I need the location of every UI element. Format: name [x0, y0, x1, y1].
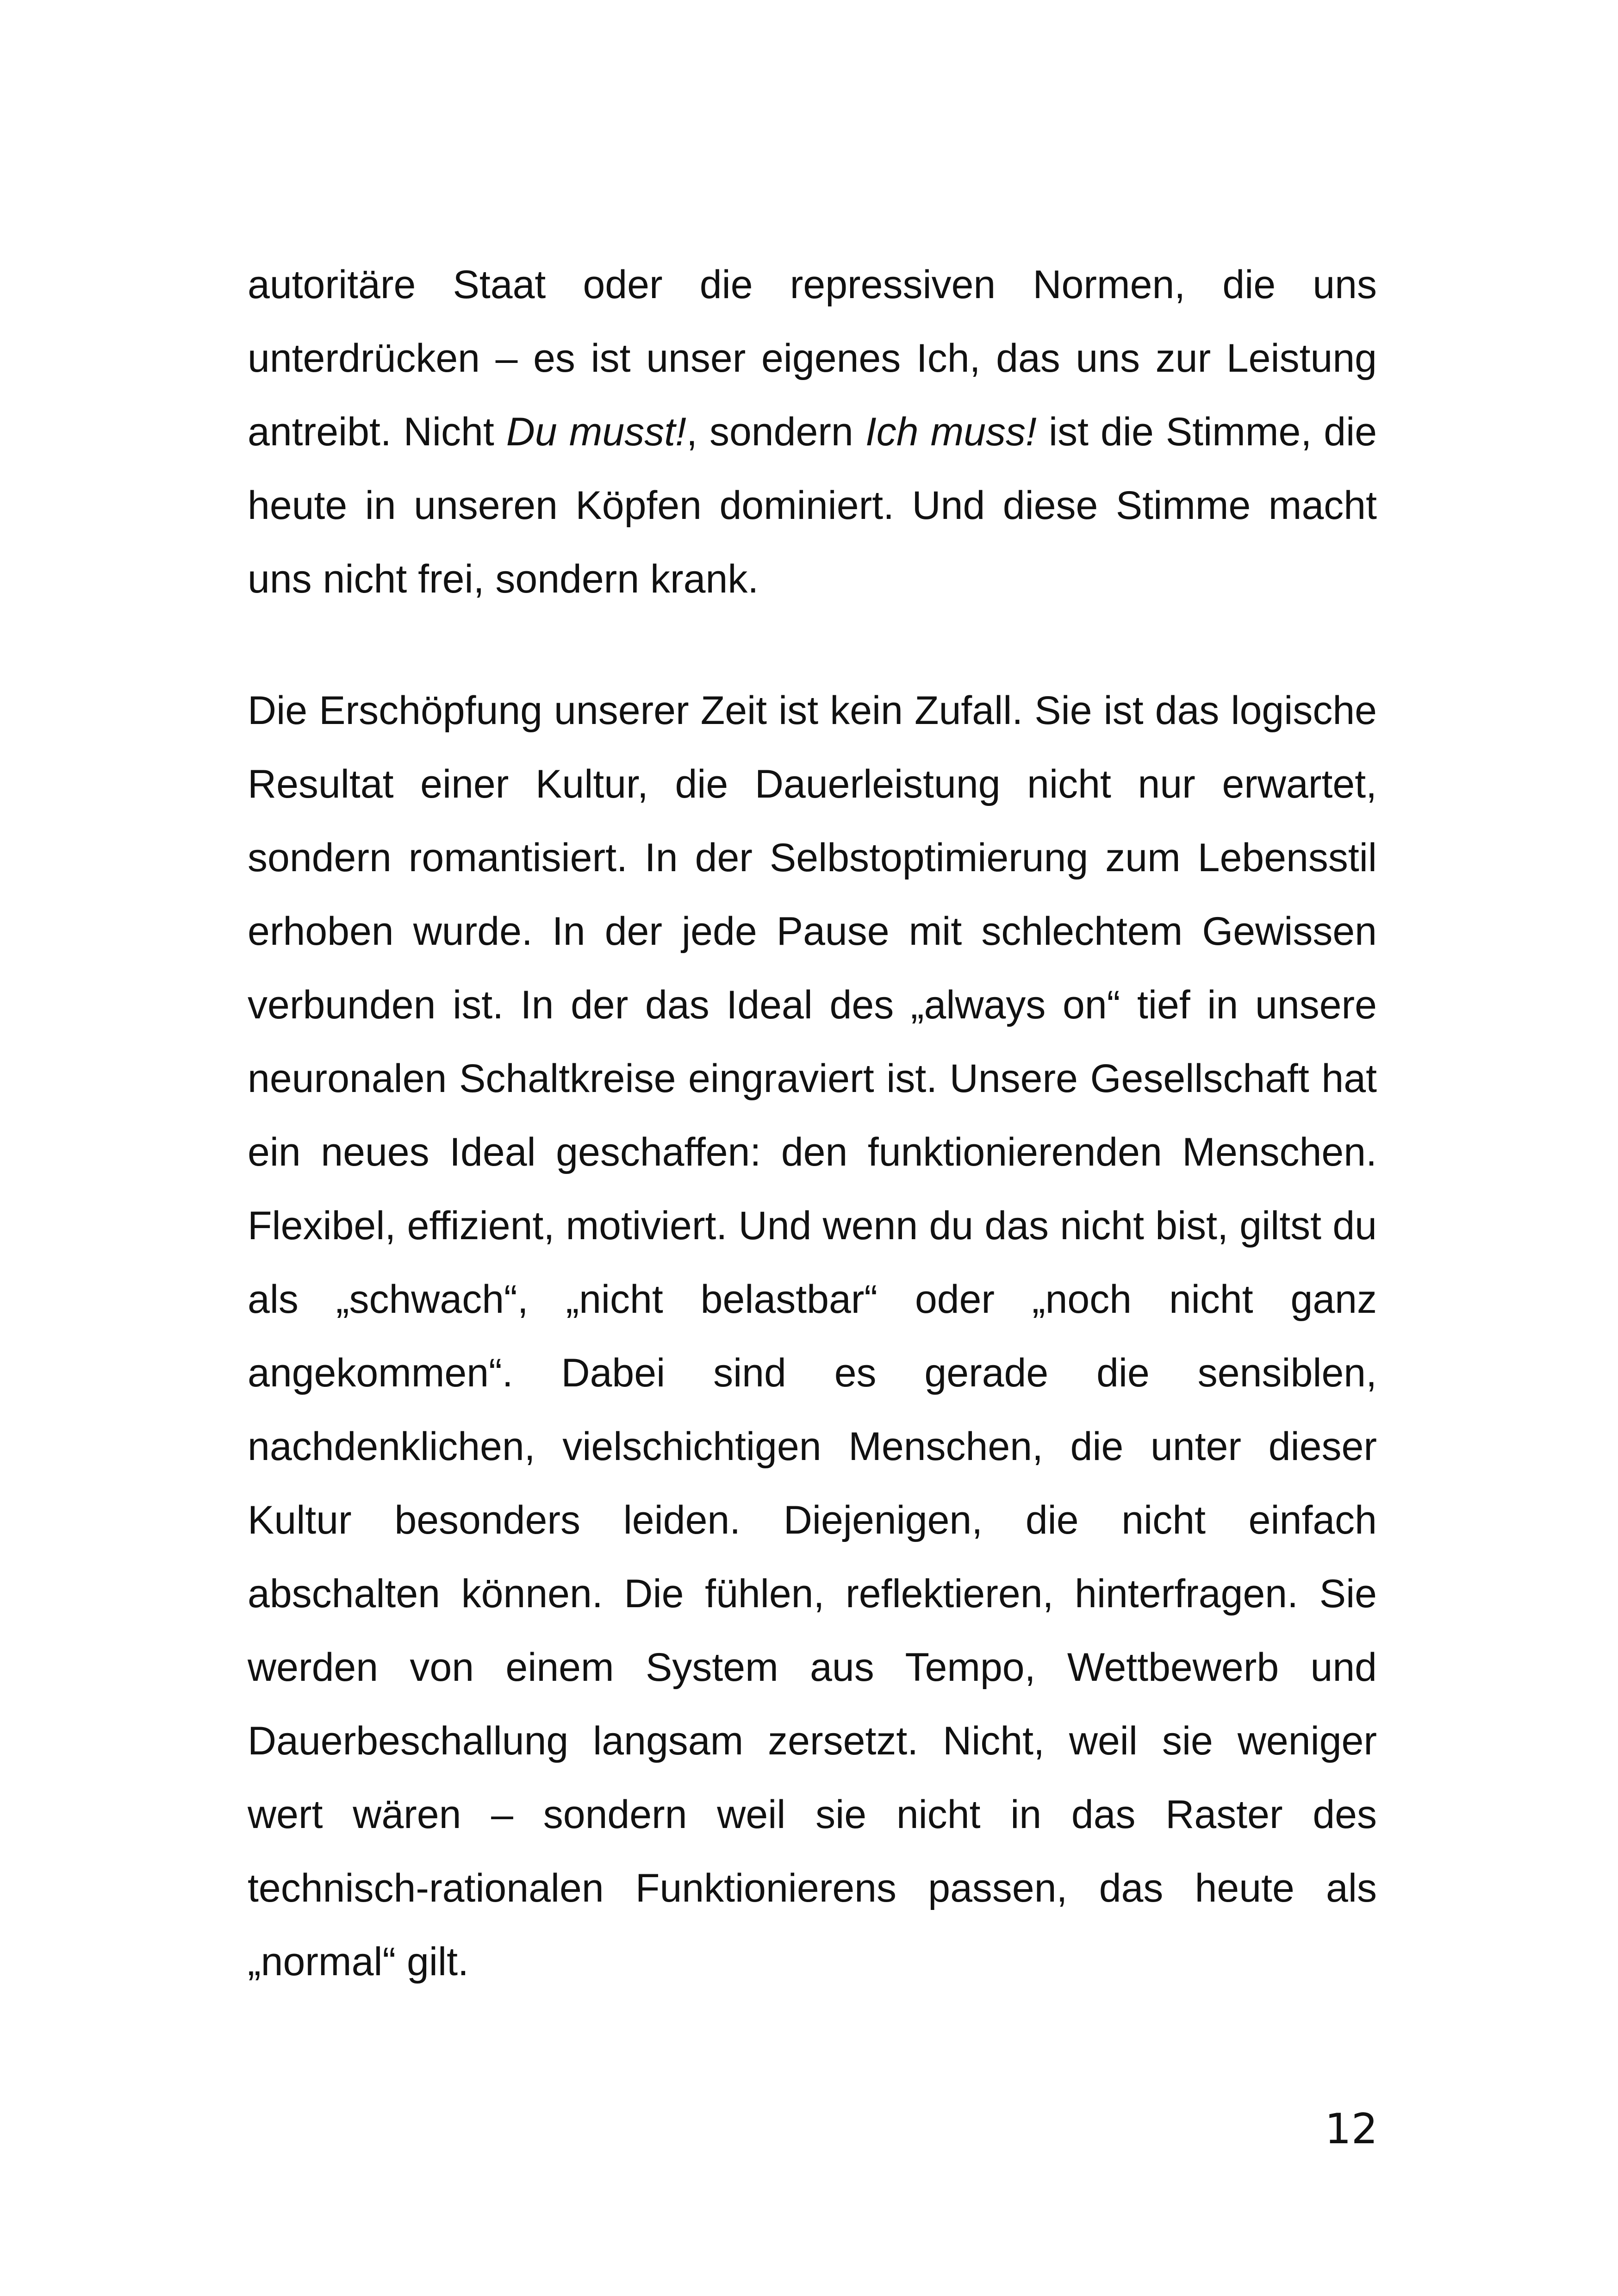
- paragraph-1-text-c: ist die Stimme, die heute in unseren Köpfen dominiert. Und diese Stimme macht uns nicht frei, sondern krank.: [248, 410, 1377, 601]
- paragraph-1-italic-ich-muss: Ich muss!: [865, 410, 1037, 454]
- paragraph-1: [248, 248, 1377, 616]
- page-number: 12: [1325, 2105, 1378, 2153]
- paragraph-1-text-b: , sondern: [686, 410, 865, 454]
- paragraph-1-text-a: autoritäre Staat oder die repressiven Normen, die uns unterdrücken – es ist unser eigenes Ich, das uns zur Leistung antreibt. Nicht: [248, 262, 1377, 454]
- paragraph-1-italic-du-musst: Du musst!: [506, 410, 687, 454]
- paragraph-2: Die Erschöpfung unserer Zeit ist kein Zufall. Sie ist das logische Resultat einer Kultur, die Dauerleistung nicht nur erwartet, sondern romantisiert. In der Selbstoptimierung zum Lebensstil erhoben wurde. In der jede Pause mit schlechtem Gewissen verbunden ist. In der das Ideal des „always on“ tief in unsere neuronalen Schaltkreise eingraviert ist. Unsere Gesellschaft hat ein neues Ideal geschaffen: den funktionierenden Menschen. Flexibel, effizient, motiviert. Und wenn du das nicht bist, giltst du als „schwach“, „nicht belastbar“ oder „noch nicht ganz angekommen“. Dabei sind es gerade die sensiblen, nachdenklichen, vielschichtigen Menschen, die unter dieser Kultur besonders leiden. Diejenigen, die nicht einfach abschalten können. Die fühlen, reflektieren, hinterfragen. Sie werden von einem System aus Tempo, Wettbewerb und Dauerbeschallung langsam zersetzt. Nicht, weil sie weniger wert wären – sondern weil sie nicht in das Raster des technisch-rationalen Funktionierens passen, das heute als „normal“ gilt.: [248, 688, 1377, 1984]
